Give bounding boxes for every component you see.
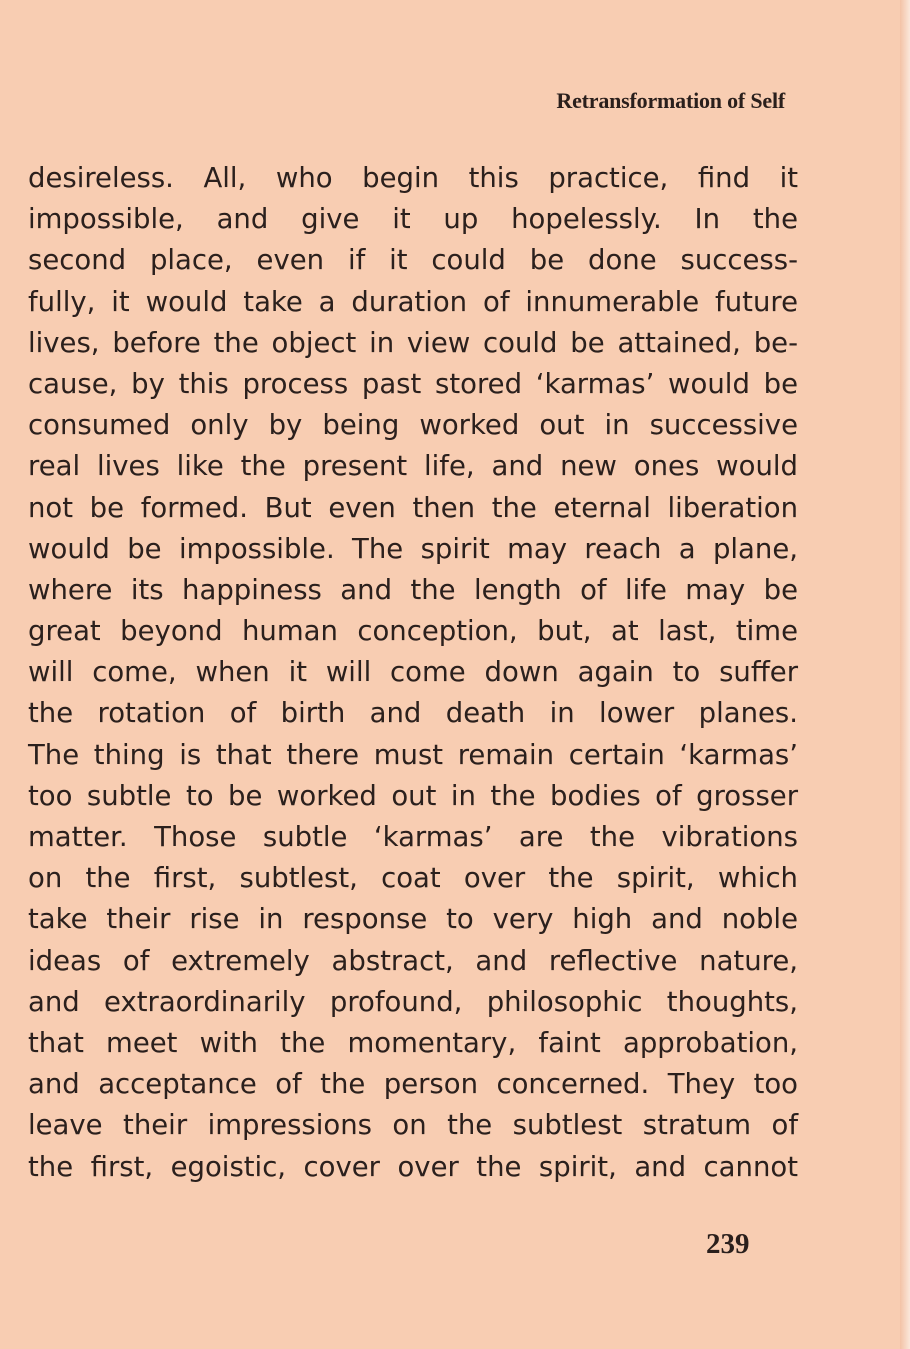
text-line: second place, even if it could be done success-: [28, 244, 798, 277]
text-line: The thing is that there must remain certain ‘karmas’: [28, 738, 798, 771]
text-line: on the first, subtlest, coat over the spirit, which: [28, 862, 798, 895]
text-line: impossible, and give it up hopelessly. In the: [28, 203, 798, 236]
text-line: leave their impressions on the subtlest stratum of: [28, 1109, 798, 1142]
text-line: not be formed. But even then the eternal liberation: [28, 491, 798, 524]
text-line: the rotation of birth and death in lower planes.: [28, 697, 798, 730]
text-line: consumed only by being worked out in successive: [28, 409, 798, 442]
running-head: Retransformation of Self: [556, 88, 785, 113]
text-line: and extraordinarily profound, philosophic thoughts,: [28, 985, 798, 1018]
text-line: and acceptance of the person concerned. They too: [28, 1068, 798, 1101]
text-line: that meet with the momentary, faint approbation,: [28, 1026, 798, 1059]
page-number: 239: [706, 1228, 750, 1260]
text-line: matter. Those subtle ‘karmas’ are the vibrations: [28, 821, 798, 853]
text-line: real lives like the present life, and new ones would: [28, 450, 798, 483]
text-line: too subtle to be worked out in the bodies of grosser: [28, 779, 798, 812]
page-edge: [900, 0, 910, 1349]
text-line: great beyond human conception, but, at last, time: [28, 615, 798, 648]
text-line: would be impossible. The spirit may reach a plane,: [28, 532, 798, 565]
text-line: lives, before the object in view could be attained, be-: [28, 326, 798, 359]
text-line: fully, it would take a duration of innumerable future: [28, 285, 798, 318]
body-text: [28, 158, 798, 1188]
text-line: desireless. All, who begin this practice, find it: [28, 162, 798, 194]
text-line: cause, by this process past stored ‘karmas’ would be: [28, 367, 798, 400]
text-line: take their rise in response to very high and noble: [28, 903, 798, 936]
text-line: the first, egoistic, cover over the spirit, and cannot: [28, 1150, 798, 1183]
text-line: will come, when it will come down again to suffer: [28, 656, 798, 689]
text-line: where its happiness and the length of life may be: [28, 573, 798, 606]
text-line: ideas of extremely abstract, and reflective nature,: [28, 944, 798, 977]
